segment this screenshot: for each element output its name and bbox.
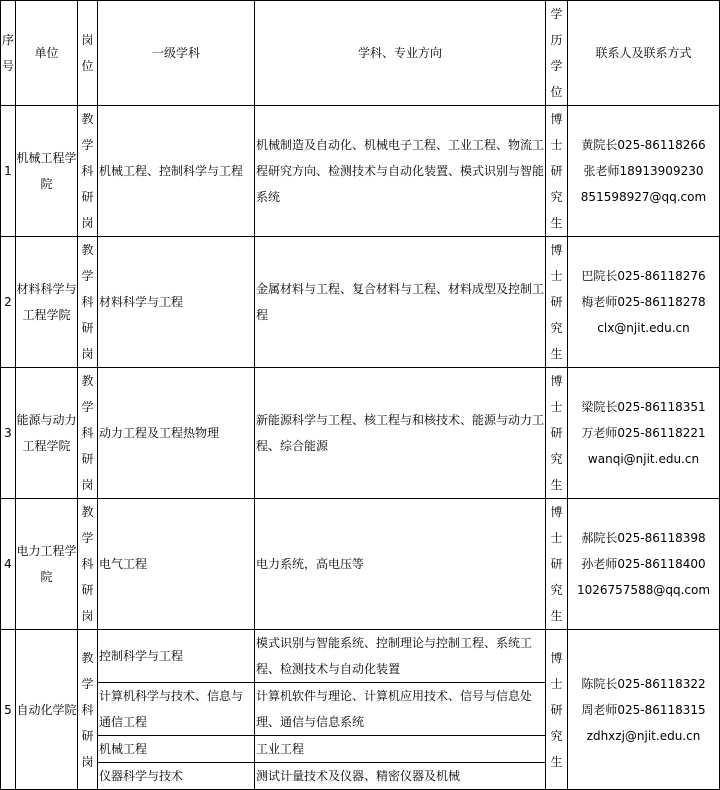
row-discipline: 电气工程 [98,499,255,630]
table-row [1,368,720,499]
row-direction: 电力系统，高电压等 [255,499,546,630]
table-row [1,499,720,630]
row-discipline: 机械工程 [98,736,255,763]
row-direction: 工业工程 [255,736,546,763]
row-discipline: 机械工程、控制科学与工程 [98,106,255,237]
contact-line: 黄院长025-86118266 [581,138,706,152]
row-post: 教学科研岗 [78,499,98,630]
contact-line: 梁院长025-86118351 [581,400,706,414]
contact-line: 孙老师025-86118400 [581,557,706,571]
contact-email: wanqi@njit.edu.cn [587,452,700,466]
row-contact [568,106,720,237]
contact-email: 1026757588@qq.com [576,583,711,597]
row-contact [568,237,720,368]
contact-line: 陈院长025-86118322 [581,676,706,691]
row-seq: 4 [1,499,16,630]
row-unit: 机械工程学院 [16,106,78,237]
row-degree: 博士研究生 [546,630,568,790]
row-post: 教学科研岗 [78,106,98,237]
contact-line: 郝院长025-86118398 [581,531,706,545]
table-row [1,630,720,683]
row-post: 教学科研岗 [78,237,98,368]
row-direction: 计算机软件与理论、计算机应用技术、信号与信息处理、通信与信息系统 [255,683,546,736]
row-post: 教学科研岗 [78,368,98,499]
table-row [1,237,720,368]
header-degree: 学历学位 [546,1,568,106]
header-post: 岗位 [78,1,98,106]
row-direction: 金属材料与工程、复合材料与工程、材料成型及控制工程 [255,237,546,368]
row-direction: 模式识别与智能系统、控制理论与控制工程、系统工程、检测技术与自动化装置 [255,630,546,683]
row-unit: 能源与动力工程学院 [16,368,78,499]
row-contact [568,368,720,499]
row-contact [568,630,720,790]
contact-line: 张老师18913909230 [583,164,704,178]
row-seq: 1 [1,106,16,237]
row-discipline: 仪器科学与技术 [98,763,255,790]
contact-line: 万老师025-86118221 [581,426,706,440]
row-degree: 博士研究生 [546,368,568,499]
contact-email: 851598927@qq.com [580,190,707,204]
header-row [1,1,720,106]
header-contact: 联系人及联系方式 [568,1,720,106]
row-post: 教学科研岗 [78,630,98,790]
header-unit: 单位 [16,1,78,106]
table-row [1,106,720,237]
row-seq: 5 [1,630,16,790]
contact-email: zdhxzj@njit.edu.cn [586,728,701,743]
contact-line: 梅老师025-86118278 [581,295,706,309]
row-degree: 博士研究生 [546,499,568,630]
header-seq: 序号 [1,1,16,106]
row-direction: 测试计量技术及仪器、精密仪器及机械 [255,763,546,790]
row-discipline: 材料科学与工程 [98,237,255,368]
row-seq: 3 [1,368,16,499]
header-discipline: 一级学科 [98,1,255,106]
row-unit: 材料科学与工程学院 [16,237,78,368]
row-degree: 博士研究生 [546,237,568,368]
row-unit: 自动化学院 [16,630,78,790]
row-seq: 2 [1,237,16,368]
contact-email: clx@njit.edu.cn [597,321,690,335]
contact-line: 周老师025-86118315 [581,702,706,717]
row-discipline: 控制科学与工程 [98,630,255,683]
row-degree: 博士研究生 [546,106,568,237]
row-discipline: 计算机科学与技术、信息与通信工程 [98,683,255,736]
header-direction: 学科、专业方向 [255,1,546,106]
row-contact [568,499,720,630]
row-unit: 电力工程学院 [16,499,78,630]
row-direction: 新能源科学与工程、核工程与和核技术、能源与动力工程、综合能源 [255,368,546,499]
row-direction: 机械制造及自动化、机械电子工程、工业工程、物流工程研究方向、检测技术与自动化装置、模式识别与智能系统 [255,106,546,237]
contact-line: 巴院长025-86118276 [581,269,706,283]
row-discipline: 动力工程及工程热物理 [98,368,255,499]
